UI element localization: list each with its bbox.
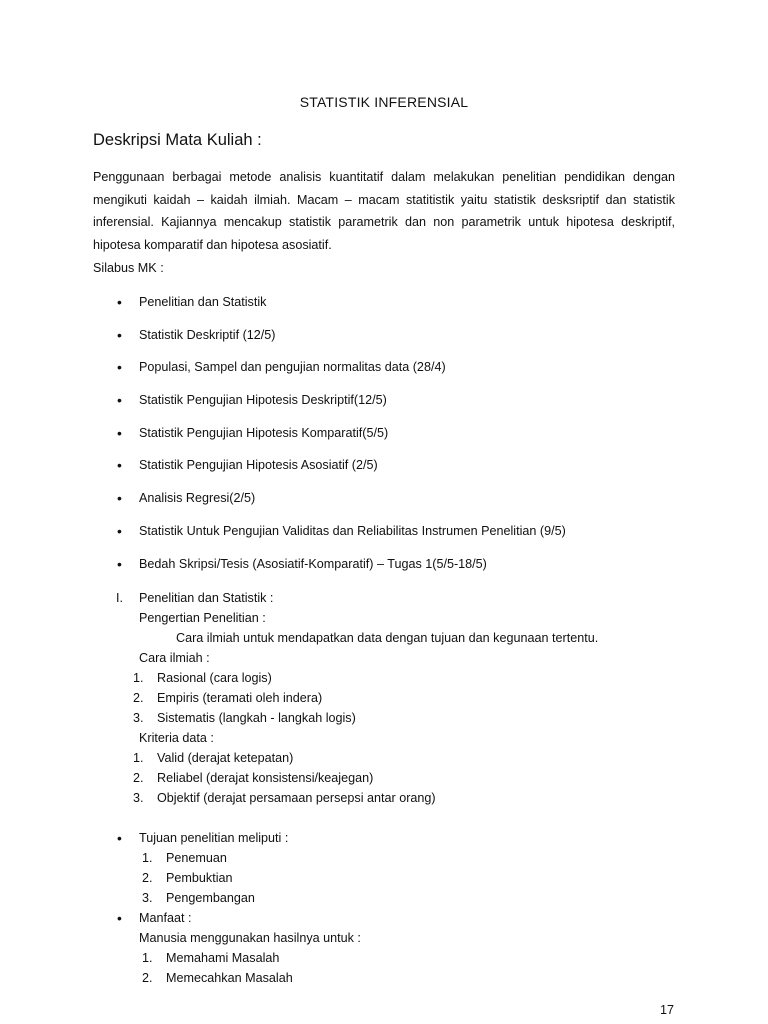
list-number: 3. xyxy=(133,791,144,805)
list-number: 2. xyxy=(133,771,144,785)
manfaat-label: Manfaat : xyxy=(139,911,192,925)
list-item-text: Objektif (derajat persamaan persepsi antar orang) xyxy=(157,791,436,805)
list-number: 1. xyxy=(133,751,144,765)
list-item xyxy=(93,868,713,888)
tujuan-bullet xyxy=(93,828,713,848)
list-number: 2. xyxy=(133,691,144,705)
syllabus-item-text: Statistik Pengujian Hipotesis Komparatif(5/5) xyxy=(139,425,389,440)
syllabus-item xyxy=(93,423,693,456)
syllabus-item-text: Bedah Skripsi/Tesis (Asosiatif-Komparatif) – Tugas 1(5/5-18/5) xyxy=(139,556,487,571)
syllabus-item-text: Populasi, Sampel dan pengujian normalitas data (28/4) xyxy=(139,360,446,375)
bullet-icon: • xyxy=(117,830,122,846)
bullet-icon: • xyxy=(117,555,122,572)
section-penelitian-dan-statistik xyxy=(93,588,713,988)
manfaat-bullet xyxy=(93,908,713,928)
bullet-icon: • xyxy=(117,326,122,343)
pengertian-label: Pengertian Penelitian : xyxy=(139,611,266,625)
bullet-icon: • xyxy=(117,910,122,926)
list-item xyxy=(93,948,713,968)
list-item-text: Memahami Masalah xyxy=(166,951,280,965)
bullet-icon: • xyxy=(117,392,122,409)
list-number: 2. xyxy=(142,971,153,985)
list-item xyxy=(93,788,713,808)
bullet-icon: • xyxy=(117,359,122,376)
list-number: 1. xyxy=(133,671,144,685)
list-item xyxy=(93,888,713,908)
list-item-text: Pengembangan xyxy=(166,891,255,905)
syllabus-list xyxy=(93,292,693,586)
document-title: STATISTIK INFERENSIAL xyxy=(299,94,469,110)
cara-ilmiah-label: Cara ilmiah : xyxy=(139,651,210,665)
list-item-text: Pembuktian xyxy=(166,871,233,885)
syllabus-item xyxy=(93,390,693,423)
list-item xyxy=(93,668,713,688)
spacer xyxy=(93,818,713,828)
syllabus-item xyxy=(93,488,693,521)
list-number: 2. xyxy=(142,871,153,885)
syllabus-item xyxy=(93,455,693,488)
bullet-icon: • xyxy=(117,490,122,507)
list-number: 1. xyxy=(142,851,153,865)
course-description-text: Penggunaan berbagai metode analisis kuantitatif dalam melakukan penelitian pendidikan dengan mengikuti kaidah – kaidah ilmiah. Macam – macam statitistik yaitu statistik desksriptif dan statistik inferensial. Kajiannya mencakup statistik parametrik dan non parametrik untuk hipotesa deskriptif, hipotesa komparatif dan hipotesa asosiatif. xyxy=(93,170,675,252)
kriteria-data-label: Kriteria data : xyxy=(139,731,214,745)
list-item xyxy=(93,748,713,768)
page-number: 17 xyxy=(660,1003,675,1017)
list-item xyxy=(93,968,713,988)
list-item-text: Empiris (teramati oleh indera) xyxy=(157,691,323,705)
syllabus-item xyxy=(93,357,693,390)
syllabus-item xyxy=(93,325,693,358)
list-number: 3. xyxy=(133,711,144,725)
list-number: 1. xyxy=(142,951,153,965)
section-title: Penelitian dan Statistik : xyxy=(139,591,274,605)
bullet-icon: • xyxy=(117,522,122,539)
syllabus-item-text: Analisis Regresi(2/5) xyxy=(139,491,256,506)
list-item xyxy=(93,688,713,708)
list-item-text: Rasional (cara logis) xyxy=(157,671,272,685)
bullet-icon: • xyxy=(117,294,122,310)
list-item-text: Memecahkan Masalah xyxy=(166,971,293,985)
syllabus-item xyxy=(93,292,693,325)
bullet-icon: • xyxy=(117,457,122,474)
manfaat-subtitle: Manusia menggunakan hasilnya untuk : xyxy=(139,931,361,945)
bullet-icon: • xyxy=(117,424,122,441)
syllabus-item xyxy=(93,554,693,587)
list-item xyxy=(93,768,713,788)
list-item-text: Reliabel (derajat konsistensi/keajegan) xyxy=(157,771,374,785)
syllabus-item xyxy=(93,521,693,554)
section-heading-row xyxy=(93,588,713,608)
syllabus-item-text: Statistik Pengujian Hipotesis Deskriptif(12/5) xyxy=(139,393,387,408)
tujuan-label: Tujuan penelitian meliputi : xyxy=(139,831,289,845)
list-item xyxy=(93,848,713,868)
list-item-text: Sistematis (langkah - langkah logis) xyxy=(157,711,356,725)
spacer xyxy=(93,808,713,818)
section-numeral: I. xyxy=(116,591,123,605)
course-description-heading: Deskripsi Mata Kuliah : xyxy=(93,131,262,149)
syllabus-item-text: Penelitian dan Statistik xyxy=(139,295,267,309)
pengertian-text: Cara ilmiah untuk mendapatkan data dengan tujuan dan kegunaan tertentu. xyxy=(176,631,599,645)
list-number: 3. xyxy=(142,891,153,905)
syllabus-label: Silabus MK : xyxy=(93,261,164,275)
syllabus-item-text: Statistik Untuk Pengujian Validitas dan Reliabilitas Instrumen Penelitian (9/5) xyxy=(139,523,566,538)
list-item xyxy=(93,708,713,728)
list-item-text: Penemuan xyxy=(166,851,227,865)
syllabus-item-text: Statistik Deskriptif (12/5) xyxy=(139,327,276,342)
syllabus-item-text: Statistik Pengujian Hipotesis Asosiatif (2/5) xyxy=(139,458,378,473)
list-item-text: Valid (derajat ketepatan) xyxy=(157,751,294,765)
